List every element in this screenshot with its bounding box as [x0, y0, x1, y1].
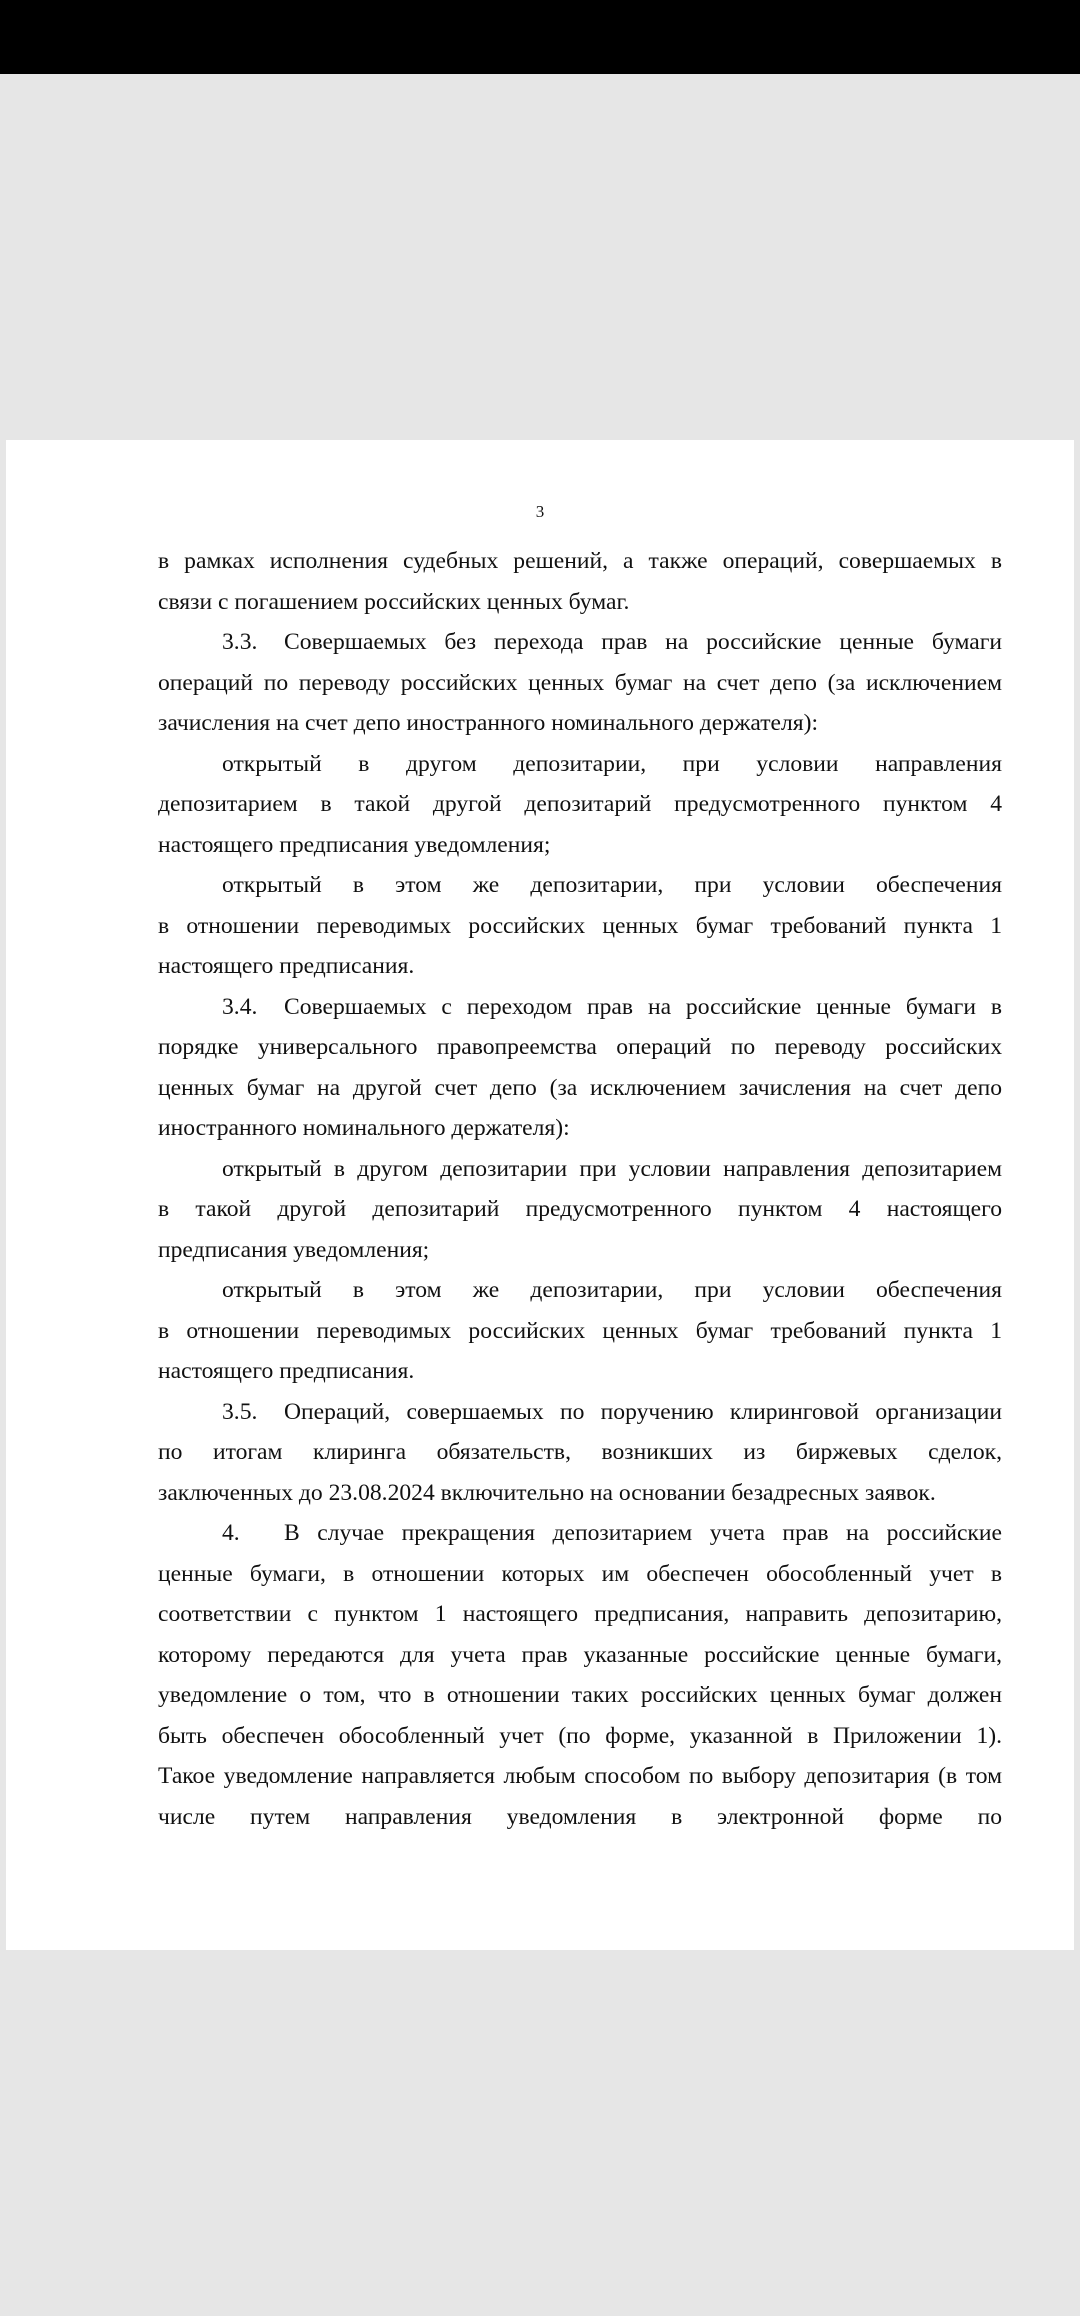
- text-line: [158, 946, 1002, 987]
- line-text: связи с погашением российских ценных бумаг.: [158, 588, 630, 615]
- text-line: [158, 1189, 1002, 1230]
- line-text: зачисления на счет депо иностранного номинального держателя):: [158, 710, 819, 736]
- text-line: [158, 987, 1002, 1028]
- line-text: в рамках исполнения судебных решений, а также операций, совершаемых в: [158, 548, 1002, 574]
- text-line: [158, 1797, 1002, 1838]
- text-line: [158, 1351, 1002, 1392]
- line-text: соответствии с пунктом 1 настоящего предписания, направить депозитарию,: [158, 1601, 1002, 1627]
- clause-number: 3.4.: [222, 993, 258, 1020]
- line-text: в отношении переводимых российских ценных бумаг требований пункта 1: [158, 912, 1002, 939]
- line-text: предписания уведомления;: [158, 1236, 430, 1263]
- text-line: [158, 744, 1002, 785]
- line-text: операций по переводу российских ценных бумаг на счет депо (за исключением: [158, 669, 1002, 696]
- text-line: [158, 1554, 1002, 1595]
- text-line: [158, 541, 1002, 582]
- paragraph: [158, 865, 1002, 987]
- paragraph: [158, 1513, 1002, 1837]
- clause-number: 3.5.: [222, 1398, 258, 1425]
- paragraph: [158, 987, 1002, 1149]
- text-line: [158, 1027, 1002, 1068]
- text-line: [158, 1068, 1002, 1109]
- line-text: открытый в другом депозитарии при условии направления депозитарием: [222, 1155, 1002, 1182]
- paragraph: [158, 744, 1002, 866]
- line-text: ценные бумаги, в отношении которых им обеспечен обособленный учет в: [158, 1560, 1002, 1587]
- text-line: [158, 1594, 1002, 1635]
- line-text: ценных бумаг на другой счет депо (за исключением зачисления на счет депо: [158, 1074, 1002, 1101]
- line-text: заключенных до 23.08.2024 включительно на основании безадресных заявок.: [158, 1479, 936, 1506]
- text-line: [158, 1756, 1002, 1797]
- page-number: 3: [535, 502, 545, 521]
- status-bar: [0, 0, 1080, 74]
- text-line: [158, 865, 1002, 906]
- paragraph: [158, 541, 1002, 622]
- text-line: [158, 1392, 1002, 1433]
- line-text: Совершаемых с переходом прав на российские ценные бумаги в: [284, 993, 1002, 1020]
- line-text: В случае прекращения депозитарием учета прав на российские: [284, 1520, 1002, 1546]
- text-line: [158, 1149, 1002, 1190]
- line-text: порядке универсального правопреемства операций по переводу российских: [158, 1034, 1002, 1060]
- text-line: [158, 1513, 1002, 1554]
- text-line: [158, 1108, 1002, 1149]
- text-line: [158, 906, 1002, 947]
- paragraph: [158, 1149, 1002, 1271]
- line-text: которому передаются для учета прав указанные российские ценные бумаги,: [158, 1641, 1002, 1668]
- text-line: [158, 703, 1002, 744]
- line-text: числе путем направления уведомления в электронной форме по: [158, 1803, 1002, 1830]
- text-line: [158, 622, 1002, 663]
- line-text: в такой другой депозитарий предусмотренного пунктом 4 настоящего: [158, 1196, 1002, 1222]
- text-line: [158, 663, 1002, 704]
- line-text: настоящего предписания.: [158, 953, 415, 979]
- text-line: [158, 582, 1002, 623]
- text-line: [158, 1270, 1002, 1311]
- text-line: [158, 1230, 1002, 1271]
- line-text: быть обеспечен обособленный учет (по форме, указанной в Приложении 1).: [158, 1722, 1002, 1749]
- paragraph: [158, 622, 1002, 744]
- line-text: в отношении переводимых российских ценных бумаг требований пункта 1: [158, 1317, 1002, 1344]
- line-text: депозитарием в такой другой депозитарий предусмотренного пунктом 4: [158, 791, 1002, 817]
- line-text: открытый в этом же депозитарии, при условии обеспечения: [222, 1277, 1002, 1303]
- line-text: Операций, совершаемых по поручению клиринговой организации: [284, 1398, 1002, 1425]
- paragraph: [158, 1270, 1002, 1392]
- line-text: иностранного номинального держателя):: [158, 1115, 570, 1141]
- text-line: [158, 1635, 1002, 1676]
- line-text: настоящего предписания уведомления;: [158, 831, 551, 858]
- clause-number: 3.3.: [222, 629, 258, 655]
- line-text: по итогам клиринга обязательств, возникших из биржевых сделок,: [158, 1439, 1002, 1465]
- clause-number: 4.: [222, 1520, 240, 1546]
- document-page: [6, 440, 1074, 1950]
- text-line: [158, 1716, 1002, 1757]
- text-line: [158, 784, 1002, 825]
- paragraph: [158, 1392, 1002, 1514]
- document-text: [158, 541, 1002, 1837]
- line-text: открытый в другом депозитарии, при условии направления: [222, 750, 1002, 777]
- text-line: [158, 1675, 1002, 1716]
- text-line: [158, 825, 1002, 866]
- line-text: открытый в этом же депозитарии, при условии обеспечения: [222, 872, 1002, 898]
- text-line: [158, 1432, 1002, 1473]
- line-text: настоящего предписания.: [158, 1358, 415, 1384]
- line-text: Совершаемых без перехода прав на российские ценные бумаги: [284, 629, 1002, 655]
- text-line: [158, 1473, 1002, 1514]
- line-text: Такое уведомление направляется любым способом по выбору депозитария (в том: [158, 1763, 1002, 1789]
- line-text: уведомление о том, что в отношении таких российских ценных бумаг должен: [158, 1682, 1002, 1708]
- text-line: [158, 1311, 1002, 1352]
